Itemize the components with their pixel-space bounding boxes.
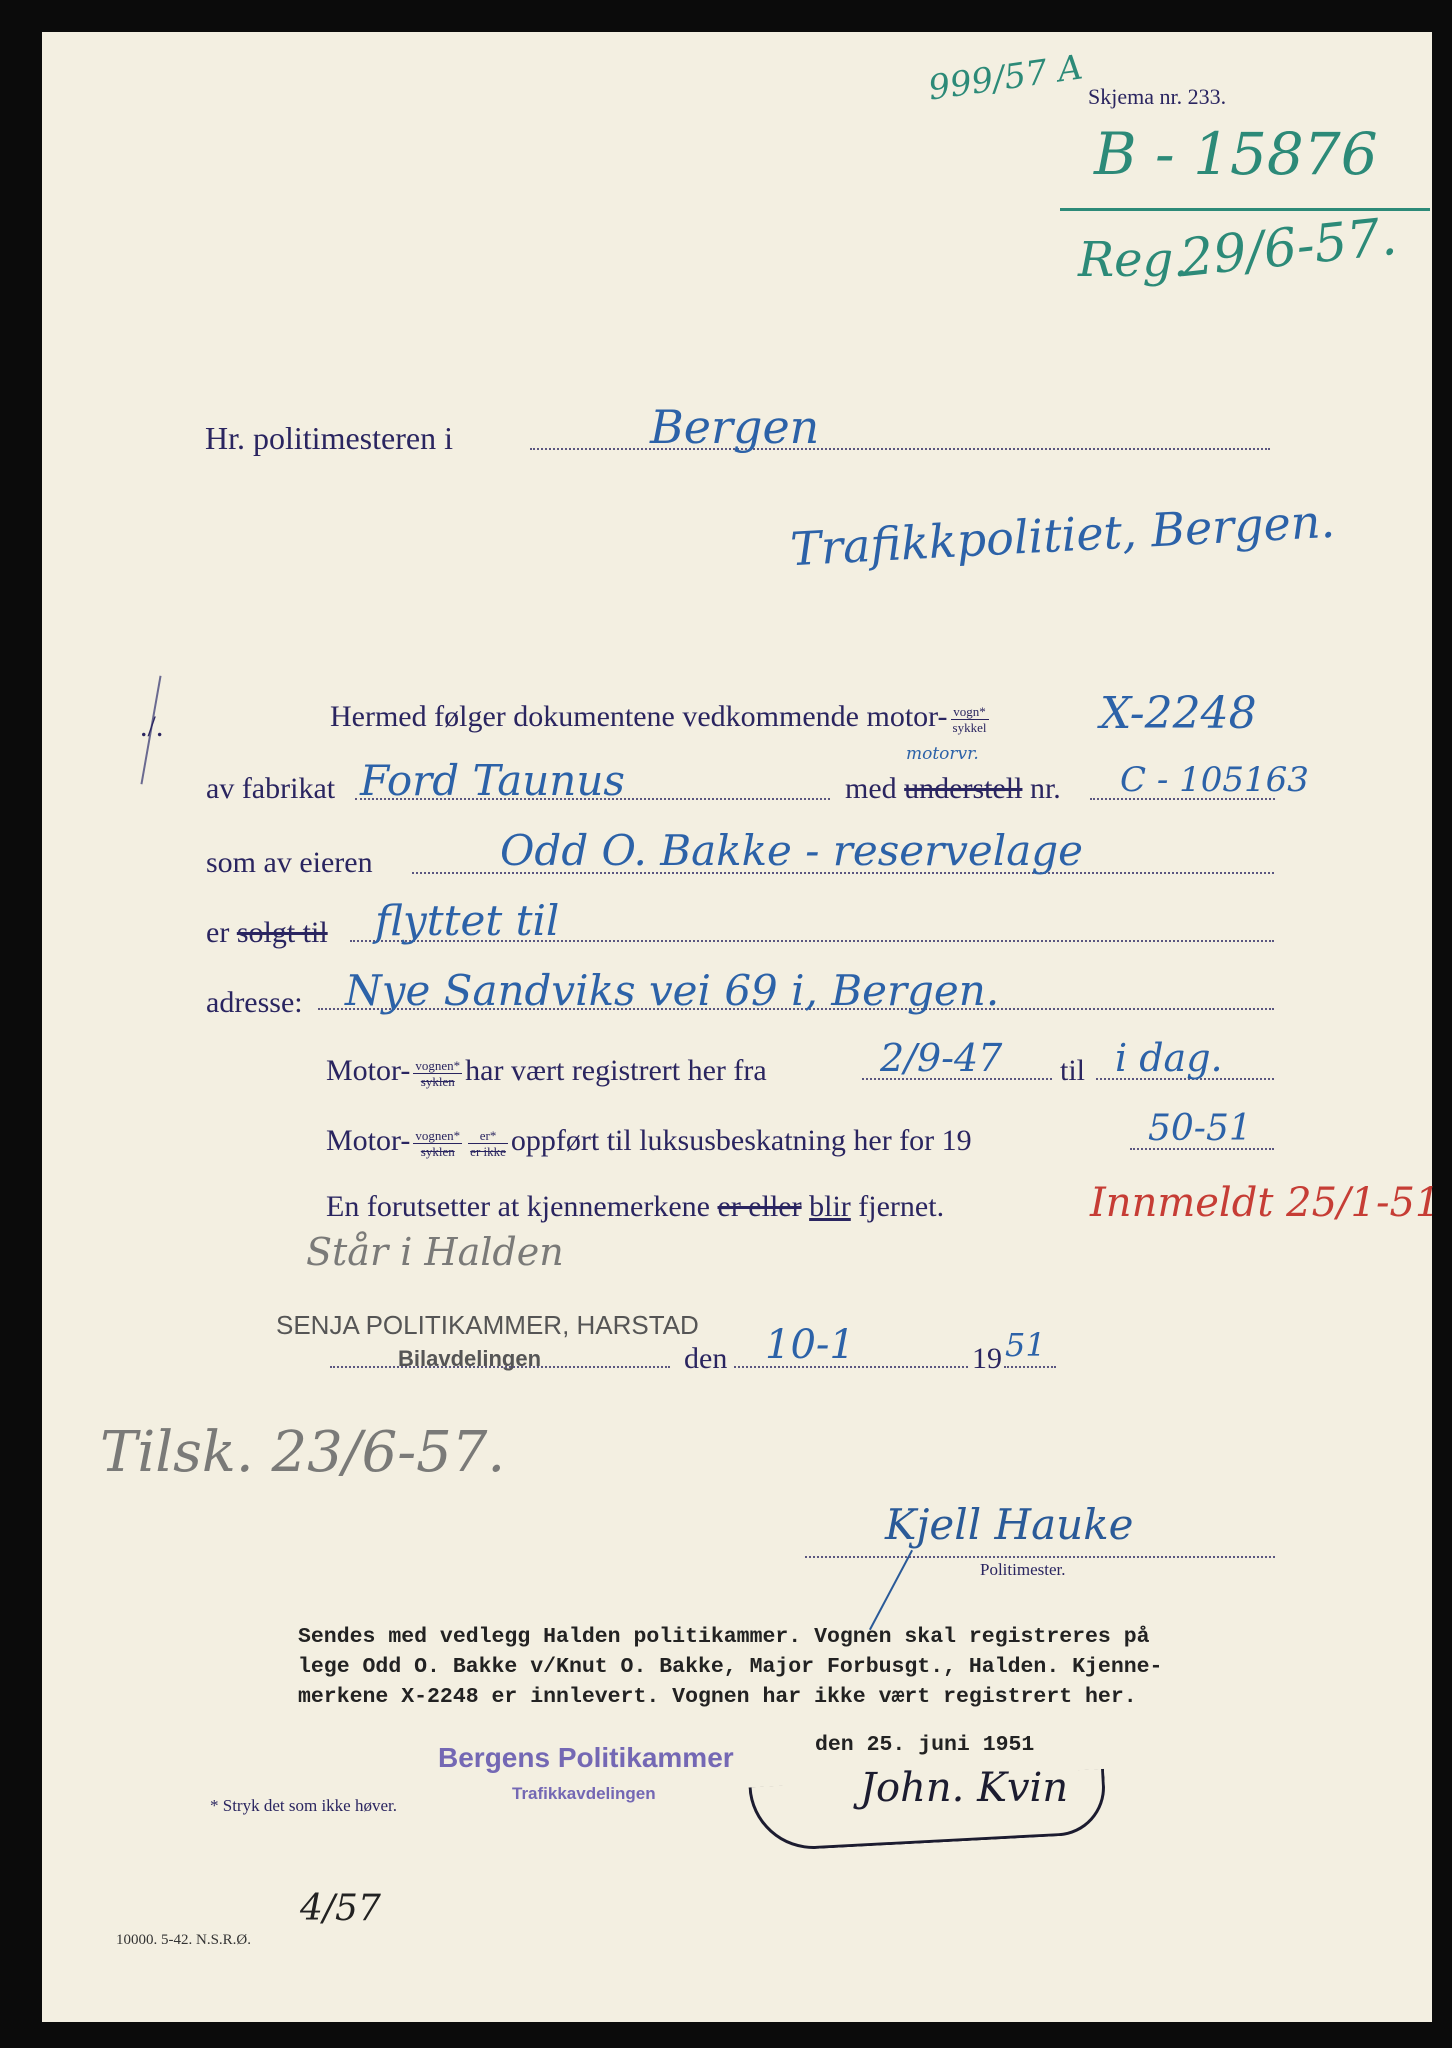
recipient-department: Trafikkpolitiet, Bergen.: [788, 493, 1337, 577]
recipient-label: Hr. politimesteren i: [205, 420, 453, 456]
footnote: * Stryk det som ikke høver.: [210, 1796, 397, 1815]
eier-value: Odd O. Bakke - reservelage: [500, 826, 1083, 875]
reg-date: 29/6-57.: [1177, 206, 1400, 290]
solgt-value: flyttet til: [375, 896, 560, 945]
form-number-label: Skjema nr. 233.: [1088, 84, 1227, 109]
harstad-year-line: [1004, 1366, 1056, 1368]
harstad-date: 10-1: [765, 1322, 855, 1368]
harstad-stamp-line1: SENJA POLITIKAMMER, HARSTAD: [276, 1310, 699, 1340]
typed-note-line2: lege Odd O. Bakke v/Knut O. Bakke, Major Forbusgt., Halden. Kjenne-: [298, 1655, 1163, 1679]
recipient-line: [530, 448, 1270, 450]
harstad-stamp-line2: Bilavdelingen: [398, 1346, 542, 1371]
understell-label: med understell nr.: [845, 772, 1061, 805]
politimester-signature: Kjell Hauke: [885, 1500, 1134, 1549]
reg-label: Reg.: [1078, 232, 1189, 288]
case-number: B - 15876: [1094, 120, 1378, 188]
vogn-sykkel-fraction: $\frac{\text{vogn*}}{\text{sykkel}}$: [952, 703, 987, 735]
adresse-label: adresse:: [206, 986, 303, 1019]
solgt-label: er solgt til: [206, 916, 328, 949]
margin-mark: ./.: [140, 710, 164, 743]
bergen-date: den 25. juni 1951: [815, 1733, 1035, 1757]
fabrikat-label: av fabrikat: [206, 772, 336, 805]
registrert-from: 2/9-47: [880, 1036, 1003, 1080]
politimester-title: Politimester.: [980, 1560, 1066, 1579]
vognen-syklen-fraction-2: $\frac{\text{vognen*}}{\text{syklen}}$: [415, 1127, 461, 1159]
halden-note: Står i Halden: [306, 1230, 564, 1274]
page-mark: 4/57: [300, 1888, 381, 1929]
bergen-stamp-line2: Trafikkavdelingen: [512, 1784, 656, 1803]
registration-number: X-2248: [1100, 688, 1257, 739]
typed-note-line1: Sendes med vedlegg Halden politikammer. Vognen skal registreres på: [298, 1625, 1150, 1649]
intro-line: [330, 700, 992, 735]
registrert-line: Motor- $\frac{\text{vognen*}}{\text{syklen}}$ har vært registrert her fra: [326, 1054, 767, 1089]
registrert-til-label: til: [1060, 1054, 1086, 1087]
fabrikat-value: Ford Taunus: [360, 756, 625, 805]
vognen-syklen-fraction: $\frac{\text{vognen*}}{\text{syklen}}$: [415, 1057, 461, 1089]
harstad-year-prefix: 19: [972, 1342, 1002, 1375]
intro-text: Hermed følger dokumentene vedkommende motor-: [330, 700, 948, 733]
understell-value: C - 105163: [1120, 760, 1309, 800]
registrert-til: i dag.: [1115, 1036, 1223, 1080]
typed-note: [298, 1622, 1162, 1712]
signature-line: [805, 1556, 1275, 1558]
red-note: Innmeldt 25/1-51: [1090, 1180, 1441, 1226]
understell-insert: motorvr.: [906, 744, 979, 764]
adresse-value: Nye Sandviks vei 69 i, Bergen.: [345, 966, 1000, 1015]
luksus-line: Motor- $\frac{\text{vognen*}}{\text{syklen}}$ $\frac{er*}{\text{er ikke}}$ oppført til luksusbeskatning her for 19: [326, 1124, 972, 1159]
luksus-year: 50-51: [1148, 1108, 1252, 1149]
harstad-line: [330, 1366, 670, 1368]
er-fraction: $\frac{er*}{\text{er ikke}}$: [470, 1127, 506, 1159]
typed-note-line3: merkene X-2248 er innlevert. Vognen har ikke vært registrert her.: [298, 1685, 1137, 1709]
harstad-year: 51: [1005, 1326, 1046, 1364]
recipient-city: Bergen: [650, 400, 820, 454]
archive-reference: 999/57 A: [925, 47, 1086, 109]
harstad-den-label: den: [684, 1342, 728, 1375]
eier-label: som av eieren: [206, 846, 373, 879]
form-sheet: [42, 32, 1432, 2022]
bergen-stamp-line1: Bergens Politikammer: [438, 1742, 734, 1773]
bergen-signature: John. Kvin: [860, 1765, 1069, 1811]
kjenne-line: En forutsetter at kjennemerkene er eller blir fjernet.: [326, 1190, 945, 1223]
tilsk-note: Tilsk. 23/6-57.: [100, 1420, 506, 1485]
print-info: 10000. 5-42. N.S.R.Ø.: [116, 1932, 252, 1948]
